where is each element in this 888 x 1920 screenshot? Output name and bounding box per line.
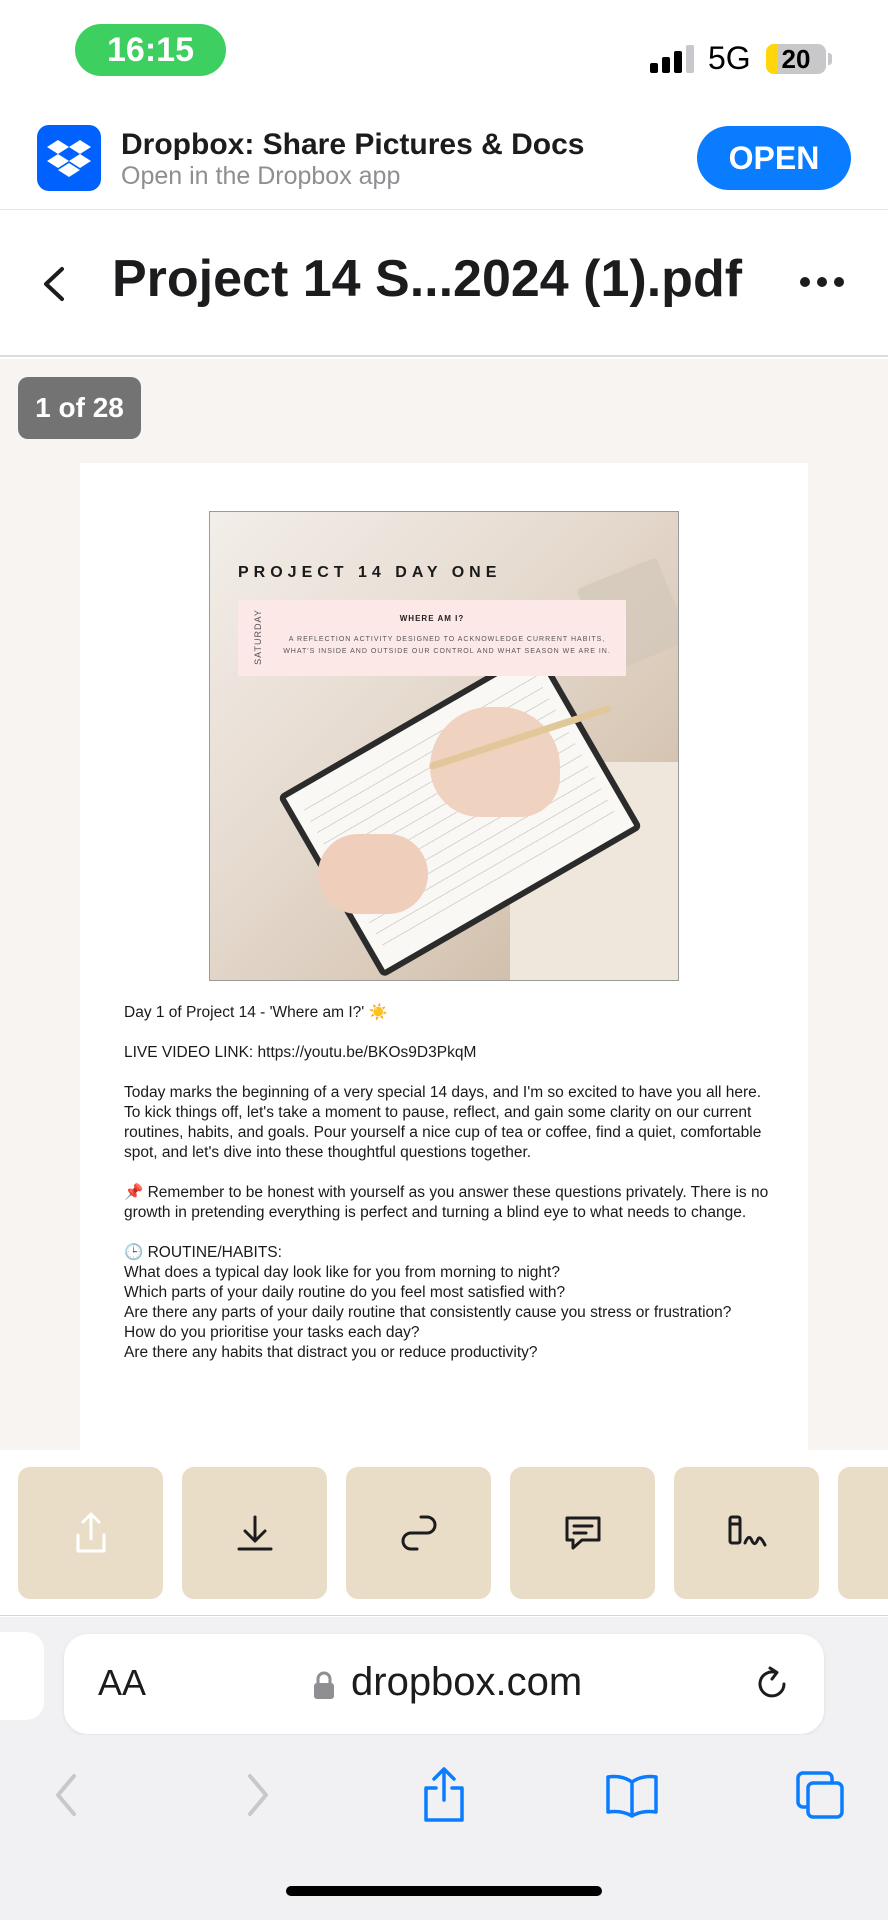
comment-icon xyxy=(562,1513,604,1553)
more-actions-button[interactable] xyxy=(838,1467,888,1599)
download-icon xyxy=(235,1513,275,1553)
cover-card xyxy=(238,600,626,676)
video-link[interactable]: LIVE VIDEO LINK: https://youtu.be/BKOs9D3PkqM xyxy=(124,1044,477,1061)
cover-card-text: A REFLECTION ACTIVITY DESIGNED TO ACKNOWLEDGE CURRENT HABITS, WHAT'S INSIDE AND OUTSIDE OUR CONTROL AND WHAT SEASON WE ARE IN. xyxy=(283,636,611,655)
cover-title: PROJECT 14 DAY ONE xyxy=(238,564,502,581)
question-item: Are there any parts of your daily routine that consistently cause you stress or frustration? xyxy=(124,1304,732,1321)
address-bar[interactable] xyxy=(64,1634,824,1734)
network-type: 5G xyxy=(708,40,751,76)
battery-nub xyxy=(828,53,832,65)
app-banner-title: Dropbox: Share Pictures & Docs xyxy=(121,128,585,161)
section-title: 🕒 ROUTINE/HABITS: xyxy=(124,1244,282,1261)
back-icon[interactable] xyxy=(36,1765,96,1825)
document-heading: Day 1 of Project 14 - 'Where am I?' ☀️ xyxy=(124,1004,388,1021)
share-button[interactable] xyxy=(18,1467,163,1599)
ellipsis-icon[interactable] xyxy=(800,277,844,293)
question-item: Are there any habits that distract you or reduce productivity? xyxy=(124,1344,538,1361)
bookmarks-icon[interactable] xyxy=(602,1765,662,1825)
status-bar xyxy=(0,0,888,110)
cover-hand-shape xyxy=(318,834,428,914)
chevron-left-icon[interactable] xyxy=(36,259,76,309)
browser-url-area xyxy=(0,1617,888,1735)
question-item: How do you prioritise your tasks each day? xyxy=(124,1324,420,1341)
battery-percent: 20 xyxy=(781,44,811,74)
action-bar xyxy=(0,1450,888,1616)
share-icon[interactable] xyxy=(414,1765,474,1825)
download-button[interactable] xyxy=(182,1467,327,1599)
status-time[interactable]: 16:15 xyxy=(75,24,226,76)
question-item: Which parts of your daily routine do you feel most satisfied with? xyxy=(124,1284,566,1301)
pdf-page xyxy=(80,463,808,1450)
reminder-paragraph: 📌 Remember to be honest with yourself as you answer these questions privately. There is no growth in pretending everything is perfect and turning a blind eye to what needs to change. xyxy=(124,1184,769,1221)
sign-button[interactable] xyxy=(674,1467,819,1599)
link-icon xyxy=(399,1511,439,1555)
text-size-button[interactable]: AA xyxy=(98,1662,147,1703)
document-body xyxy=(124,1003,774,1363)
previous-tab-card[interactable] xyxy=(0,1632,44,1720)
lock-icon xyxy=(313,1670,335,1700)
share-icon xyxy=(71,1511,111,1555)
cellular-signal-icon xyxy=(650,45,694,73)
smart-app-banner xyxy=(0,110,888,210)
cover-card-title: WHERE AM I? xyxy=(399,614,465,623)
tabs-icon[interactable] xyxy=(790,1765,850,1825)
file-title: Project 14 S...2024 (1).pdf xyxy=(112,250,743,308)
url-text[interactable]: dropbox.com xyxy=(351,1660,583,1704)
home-indicator xyxy=(286,1886,602,1896)
app-banner-subtitle: Open in the Dropbox app xyxy=(121,162,401,190)
question-item: What does a typical day look like for you from morning to night? xyxy=(124,1264,560,1281)
open-app-button[interactable]: OPEN xyxy=(697,126,851,190)
page-indicator: 1 of 28 xyxy=(18,377,141,439)
cover-image xyxy=(209,511,679,981)
intro-paragraph: Today marks the beginning of a very special 14 days, and I'm so excited to have you all here. To kick things off, let's take a moment to pause, reflect, and gain some clarity on our current routines, habits, and goals. Pour yourself a nice cup of tea or coffee, find a quiet, comfortable spot, and let's dive into these thoughtful questions together. xyxy=(124,1084,762,1161)
battery-icon xyxy=(766,44,826,74)
cover-side-label: SATURDAY xyxy=(252,609,263,665)
forward-icon[interactable] xyxy=(228,1765,288,1825)
reload-icon[interactable] xyxy=(752,1664,792,1704)
dropbox-logo-icon[interactable] xyxy=(37,125,101,191)
copy-link-button[interactable] xyxy=(346,1467,491,1599)
sign-icon xyxy=(725,1511,769,1555)
comment-button[interactable] xyxy=(510,1467,655,1599)
routine-section xyxy=(124,1243,774,1363)
file-header xyxy=(0,211,888,357)
pdf-viewer[interactable] xyxy=(0,359,888,1450)
